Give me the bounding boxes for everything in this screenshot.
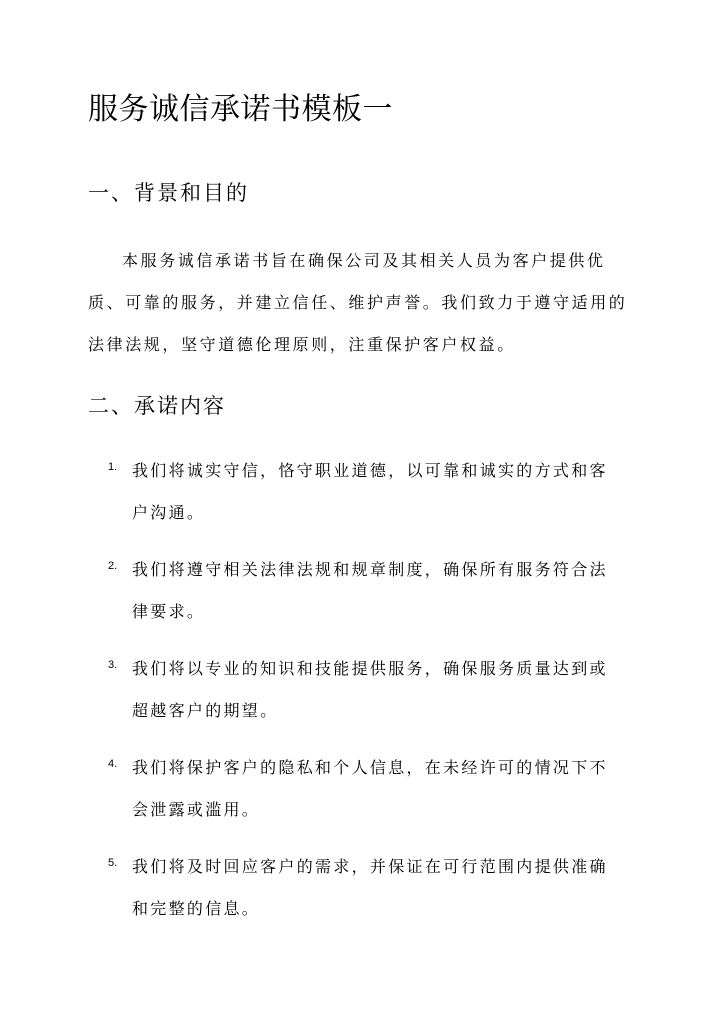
list-item-number: 4. — [108, 758, 118, 770]
list-item-number: 1. — [108, 461, 118, 473]
list-item-number: 2. — [108, 560, 118, 572]
section-paragraph-background: 本服务诚信承诺书旨在确保公司及其相关人员为客户提供优质、可靠的服务，并建立信任、维护声誉。我们致力于遵守适用的法律法规，坚守道德伦理原则，注重保护客户权益。 — [88, 251, 628, 354]
list-item-number: 5. — [108, 857, 118, 869]
list-item-number: 3. — [108, 659, 118, 671]
list-item-text: 我们将及时回应客户的需求，并保证在可行范围内提供准确和完整的信息。 — [132, 857, 608, 918]
list-item-text: 我们将诚实守信，恪守职业道德，以可靠和诚实的方式和客户沟通。 — [132, 461, 608, 522]
section-heading-commitments: 二、承诺内容 — [88, 394, 226, 418]
section-heading-background: 一、背景和目的 — [88, 181, 249, 205]
list-item-text: 我们将遵守相关法律法规和规章制度，确保所有服务符合法律要求。 — [132, 560, 608, 621]
list-item-text: 我们将以专业的知识和技能提供服务，确保服务质量达到或超越客户的期望。 — [132, 659, 608, 720]
document-title: 服务诚信承诺书模板一 — [88, 92, 393, 127]
list-item-text: 我们将保护客户的隐私和个人信息，在未经许可的情况下不会泄露或滥用。 — [132, 758, 608, 819]
